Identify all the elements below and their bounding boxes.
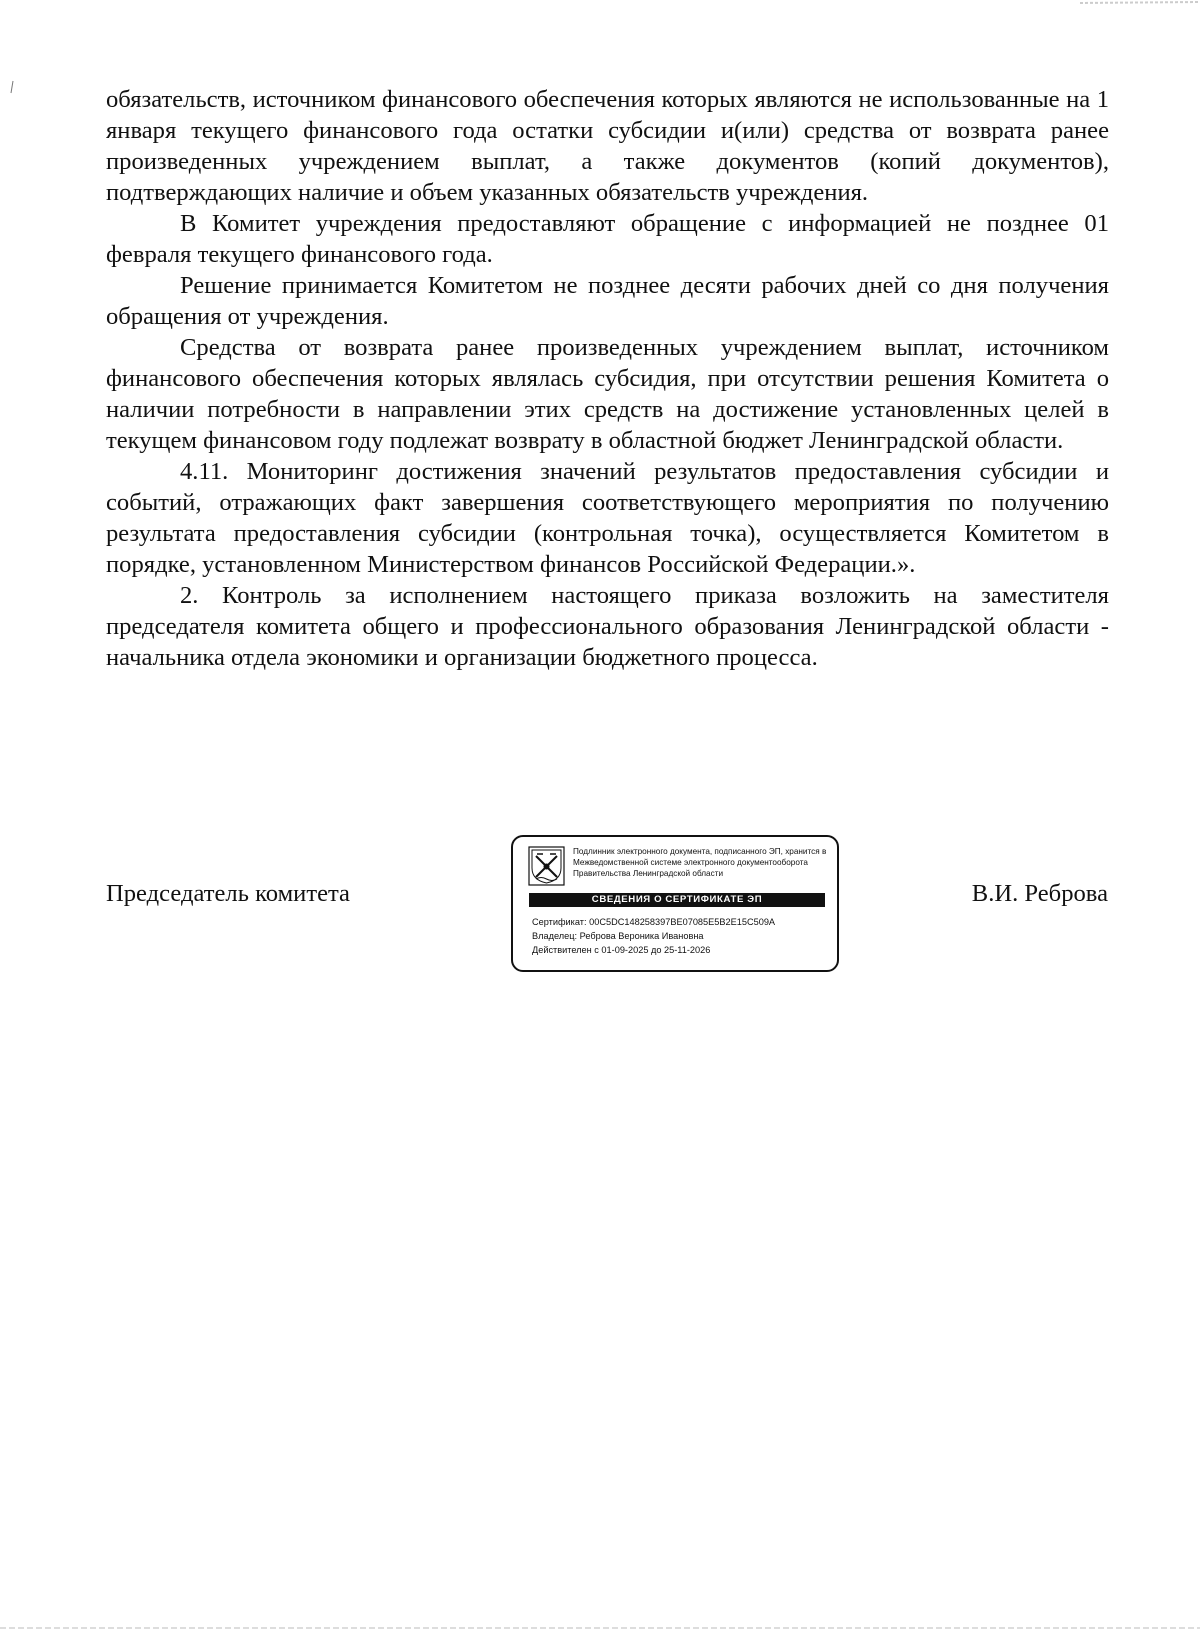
document-body [106, 84, 1109, 673]
stamp-header: СВЕДЕНИЯ О СЕРТИФИКАТЕ ЭП [529, 893, 825, 907]
stamp-owner: Владелец: Реброва Вероника Ивановна [532, 931, 704, 941]
stamp-validity: Действителен с 01-09-2025 до 25-11-2026 [532, 945, 711, 955]
stamp-note: Подлинник электронного документа, подписанного ЭП, хранится в Межведомственной системе электронного документооборота Правительства Ленинградской области [573, 847, 827, 878]
stamp-certificate: Сертификат: 00C5DC148258397BE07085E5B2E15C509A [532, 917, 776, 927]
stamp-details [532, 915, 775, 957]
paragraph-decision: Решение принимается Комитетом не позднее десяти рабочих дней со дня получения обращения от учреждения. [106, 272, 1109, 330]
paragraph-control: 2. Контроль за исполнением настоящего приказа возложить на заместителя председателя комитета общего и профессионального образования Ленинградской области - начальника отдела экономики и организации бюджетного процесса. [106, 582, 1109, 671]
paragraph-refund: Средства от возврата ранее произведенных учреждением выплат, источником финансового обеспечения которых являлась субсидия, при отсутствии решения Комитета о наличии потребности в направлении этих средств на достижение установленных целей в текущем финансовом году подлежат возврату в областной бюджет Ленинградской области. [106, 334, 1109, 454]
scan-artifact-top-right [1080, 0, 1200, 8]
paragraph-deadline: В Комитет учреждения предоставляют обращение с информацией не позднее 01 февраля текущего финансового года. [106, 210, 1109, 268]
electronic-signature-stamp [511, 835, 839, 972]
scan-artifact-bottom [0, 1624, 1200, 1632]
signatory-role: Председатель комитета [106, 880, 350, 907]
paragraph-continuation: обязательств, источником финансового обеспечения которых являются не использованные на 1 января текущего финансового года остатки субсидии и(или) средства от возврата ранее произведенных учреждением выплат, а также документов (копий документов), подтверждающих наличие и объем указанных обязательств учреждения. [106, 86, 1109, 206]
coat-of-arms-icon [528, 846, 565, 886]
scan-artifact-left [9, 80, 15, 94]
signatory-name: В.И. Реброва [971, 880, 1108, 907]
paragraph-monitoring: 4.11. Мониторинг достижения значений результатов предоставления субсидии и событий, отражающих факт завершения соответствующего мероприятия по получению результата предоставления субсидии (контрольная точка), осуществляется Комитетом в порядке, установленном Министерством финансов Российской Федерации.». [106, 458, 1109, 578]
